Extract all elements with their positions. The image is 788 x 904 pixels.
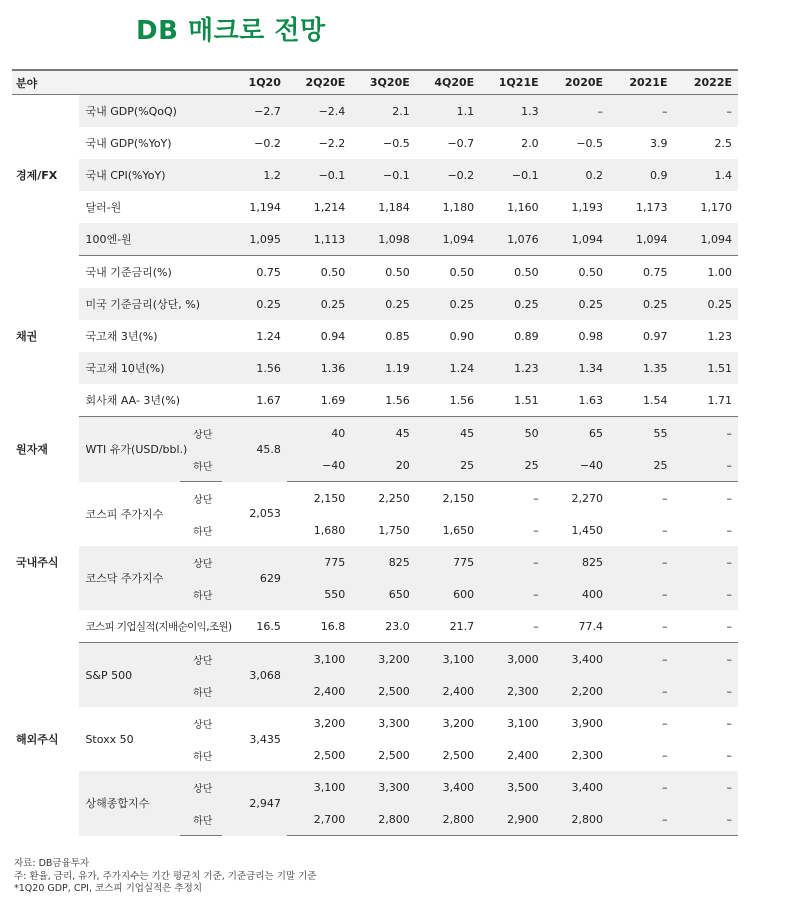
value-cell: 2,800 [351,803,415,836]
value-cell: – [609,95,673,128]
value-cell: 1.24 [256,329,281,343]
value-cell: 1.00 [707,265,732,279]
row-label: Stoxx 50 [85,732,134,746]
value-cell: 3,100 [416,643,480,676]
header-period: 2020E [545,70,609,95]
value-cell: 0.50 [385,265,410,279]
table-row [12,384,738,417]
value-cell: – [480,578,544,610]
value-cell: 0.50 [320,265,346,279]
value-cell: 1,450 [571,523,604,537]
value-cell: 0.85 [385,329,410,343]
value-cell: 1,170 [700,200,732,214]
value-cell: 1.56 [416,384,480,417]
value-cell: – [533,523,539,537]
source-note: 자료: DB금융투자 [14,858,90,869]
value-cell: 3,400 [545,643,609,676]
table-row [12,610,738,643]
row-label: 미국 기준금리(상단, %) [79,288,222,320]
value-cell: −0.1 [480,159,544,191]
row-label: 회사채 AA- 3년(%) [79,384,222,417]
table-row-upper [12,643,738,676]
value-cell: 2,900 [480,803,544,836]
value-cell: 2,150 [442,491,475,505]
value-cell: 2,800 [416,803,480,836]
value-cell: −40 [287,449,351,482]
value-cell: −2.4 [287,95,351,128]
value-cell: – [661,491,668,505]
value-cell: 3,300 [378,716,410,730]
value-cell: – [661,523,668,537]
value-cell: 1.19 [351,352,415,384]
value-cell: – [726,491,732,505]
value-cell: 3,000 [480,643,544,676]
value-cell: 16.5 [222,610,286,643]
value-cell: 1,750 [378,523,410,537]
value-cell: 2.5 [714,136,732,150]
value-cell: 1,098 [351,223,415,256]
value-cell: 0.50 [514,265,539,279]
value-cell: 3,435 [249,732,281,746]
value-cell: 2,800 [545,803,609,836]
header-period: 1Q21E [480,70,544,95]
value-cell: – [726,523,732,537]
value-cell: 0.89 [514,329,539,343]
value-cell: 1.24 [416,352,480,384]
value-cell: −0.5 [576,136,604,150]
lower-label: 하단 [180,675,222,707]
value-cell: 3,100 [287,771,351,803]
value-cell: 50 [480,417,544,450]
value-cell: 0.90 [449,329,475,343]
row-label: 국내 기준금리(%) [85,266,172,279]
table-row [12,127,738,159]
value-cell: 1,650 [442,523,475,537]
header-category: 분야 [12,70,79,95]
table-row [12,95,738,128]
value-cell: 45 [416,417,480,450]
value-cell: – [726,716,732,730]
value-cell: −0.2 [416,159,480,191]
value-cell: 0.25 [673,288,738,320]
value-cell: 1.71 [673,384,738,417]
table-row-upper [12,417,738,450]
value-cell: 0.25 [545,288,609,320]
row-label: 국내 GDP(%QoQ) [79,95,222,128]
value-cell: 2,500 [313,748,346,762]
row-group-label: 국내주식 [16,556,59,569]
value-cell: 1,094 [416,223,480,256]
upper-label: 상단 [180,771,222,803]
value-cell: 25 [609,449,673,482]
method-note: 주: 환율, 금리, 유가, 주가지수는 기간 평균치 기준, 기준금리는 기말 기준 [14,870,317,882]
value-cell: 0.50 [578,265,604,279]
table-row [12,191,738,223]
value-cell: −0.2 [254,136,281,150]
value-cell: – [673,803,738,836]
value-cell: – [533,491,539,505]
value-cell: 1.67 [222,384,286,417]
value-cell: 0.2 [545,159,609,191]
lower-label: 하단 [193,526,213,538]
value-cell: −2.7 [222,95,286,128]
value-cell: – [673,95,738,128]
value-cell: 1.56 [222,352,286,384]
value-cell: −0.5 [383,136,410,150]
value-cell: 775 [287,546,351,578]
value-cell: 2,150 [313,491,346,505]
value-cell: – [661,716,668,730]
table-row-upper [12,771,738,803]
lower-label: 하단 [180,803,222,836]
value-cell: 2,500 [442,748,475,762]
value-cell: 40 [287,417,351,450]
value-cell: 1,094 [545,223,609,256]
value-cell: 2,053 [249,507,281,521]
value-cell: 1.34 [545,352,609,384]
value-cell: 1.2 [222,159,286,191]
table-header-row [12,70,738,95]
value-cell: 2.1 [351,95,415,128]
value-cell: 45 [351,417,415,450]
value-cell: 0.25 [222,288,286,320]
value-cell: 2,400 [507,748,539,762]
value-cell: 23.0 [351,610,415,643]
table-row [12,320,738,352]
table-row [12,159,738,191]
value-cell: 3,068 [222,643,286,708]
value-cell: 600 [416,578,480,610]
value-cell: 1,076 [480,223,544,256]
value-cell: 629 [222,546,286,610]
row-label: 달러-원 [85,201,122,214]
value-cell: 3,400 [416,771,480,803]
value-cell: 25 [480,449,544,482]
value-cell: – [609,771,673,803]
value-cell: 2,270 [571,491,604,505]
value-cell: 1.1 [416,95,480,128]
value-cell: – [726,748,732,762]
value-cell: 1,094 [673,223,738,256]
page-title: DB 매크로 전망 [136,16,326,46]
value-cell: 3,900 [571,716,604,730]
value-cell: – [609,610,673,643]
row-label: 코스피 주가지수 [85,507,164,521]
value-cell: 1.36 [287,352,351,384]
value-cell: 2,700 [287,803,351,836]
value-cell: 3,200 [313,716,346,730]
row-label: 국내 GDP(%YoY) [85,137,172,150]
value-cell: 1.51 [673,352,738,384]
value-cell: 1,680 [313,523,346,537]
table-row [12,352,738,384]
table-row [12,256,738,289]
row-label: S&P 500 [79,643,180,708]
header-period: 2Q20E [287,70,351,95]
value-cell: – [545,95,609,128]
value-cell: 77.4 [545,610,609,643]
upper-label: 상단 [180,417,222,450]
value-cell: 1,184 [378,200,410,214]
value-cell: 400 [545,578,609,610]
value-cell: 2,500 [378,748,410,762]
lower-label: 하단 [193,751,213,763]
footnotes [14,858,316,896]
value-cell: 3.9 [649,136,668,150]
value-cell: 45.8 [222,417,286,482]
value-cell: 0.75 [256,265,281,279]
row-label: 코스피 기업실적(지배순이익,조원) [79,610,222,643]
row-label: 국고채 10년(%) [79,352,222,384]
value-cell: −0.7 [447,136,475,150]
value-cell: 550 [287,578,351,610]
value-cell: – [673,449,738,482]
value-cell: 55 [609,417,673,450]
value-cell: 0.9 [609,159,673,191]
value-cell: 3,200 [351,643,415,676]
value-cell: 1,180 [442,200,475,214]
row-label: WTI 유가(USD/bbl.) [79,417,180,482]
row-label: 100엔-원 [79,223,222,256]
upper-label: 상단 [180,643,222,676]
value-cell: – [609,675,673,707]
estimate-note: *1Q20 GDP, CPI, 코스피 기업실적은 추정치 [14,883,203,894]
value-cell: 0.25 [287,288,351,320]
macro-forecast-table [12,69,738,836]
row-label: 국고채 3년(%) [85,330,158,343]
row-label: 상해종합지수 [79,771,180,836]
value-cell: 1.23 [480,352,544,384]
header-period: 2022E [673,70,738,95]
value-cell: 20 [351,449,415,482]
value-cell: −0.1 [351,159,415,191]
header-period: 4Q20E [416,70,480,95]
value-cell: – [673,610,738,643]
header-period: 1Q20 [222,70,286,95]
value-cell: 1,193 [571,200,604,214]
value-cell: 1,094 [609,223,673,256]
value-cell: 1.4 [673,159,738,191]
upper-label: 상단 [180,546,222,578]
value-cell: 775 [416,546,480,578]
value-cell: 16.8 [287,610,351,643]
value-cell: 1.56 [351,384,415,417]
value-cell: 1.69 [287,384,351,417]
row-group-label: 원자재 [16,443,48,456]
value-cell: – [609,643,673,676]
value-cell: – [609,578,673,610]
row-group-label: 해외주식 [16,733,59,746]
value-cell: 2,200 [545,675,609,707]
value-cell: 1,113 [287,223,351,256]
value-cell: 0.98 [578,329,604,343]
value-cell: 0.25 [480,288,544,320]
header-period: 3Q20E [351,70,415,95]
value-cell: 3,100 [507,716,539,730]
value-cell: 21.7 [416,610,480,643]
value-cell: – [480,546,544,578]
value-cell: 2,250 [378,491,410,505]
value-cell: 1.51 [480,384,544,417]
upper-label: 상단 [193,494,213,506]
value-cell: 2,400 [416,675,480,707]
value-cell: 3,500 [480,771,544,803]
value-cell: 2,947 [222,771,286,836]
value-cell: 2,300 [571,748,604,762]
value-cell: 1.35 [609,352,673,384]
value-cell: 825 [351,546,415,578]
value-cell: – [673,546,738,578]
value-cell: 1,160 [507,200,539,214]
value-cell: 65 [545,417,609,450]
value-cell: – [661,748,668,762]
lower-label: 하단 [180,449,222,482]
value-cell: 1,214 [313,200,346,214]
row-group-label: 경제/FX [16,169,58,183]
header-period: 2021E [609,70,673,95]
value-cell: 0.97 [642,329,668,343]
row-label: 코스닥 주가지수 [79,546,180,610]
value-cell: – [609,546,673,578]
row-label: 국내 CPI(%YoY) [79,159,222,191]
value-cell: – [673,643,738,676]
value-cell: 1.3 [480,95,544,128]
value-cell: 3,200 [442,716,475,730]
value-cell: 1,173 [635,200,668,214]
value-cell: 0.25 [416,288,480,320]
value-cell: – [480,610,544,643]
value-cell: 3,400 [545,771,609,803]
upper-label: 상단 [193,719,213,731]
value-cell: 2,300 [480,675,544,707]
table-row [12,288,738,320]
value-cell: 2,500 [351,675,415,707]
table-row-upper [12,707,738,739]
value-cell: 0.25 [351,288,415,320]
value-cell: – [673,675,738,707]
value-cell: 1.54 [609,384,673,417]
lower-label: 하단 [180,578,222,610]
value-cell: −0.1 [287,159,351,191]
value-cell: 1,194 [249,200,281,214]
value-cell: 1,095 [222,223,286,256]
table-row [12,223,738,256]
value-cell: – [673,771,738,803]
value-cell: 0.25 [609,288,673,320]
table-row-upper [12,482,738,515]
value-cell: 0.75 [642,265,668,279]
value-cell: – [673,578,738,610]
value-cell: 25 [416,449,480,482]
value-cell: – [609,803,673,836]
value-cell: 3,100 [287,643,351,676]
value-cell: 0.94 [320,329,346,343]
value-cell: 1.63 [545,384,609,417]
table-row-upper [12,546,738,578]
value-cell: 825 [545,546,609,578]
value-cell: 650 [351,578,415,610]
value-cell: – [673,417,738,450]
value-cell: 3,300 [351,771,415,803]
value-cell: 0.50 [449,265,475,279]
value-cell: −2.2 [318,136,346,150]
row-group-label: 채권 [16,330,38,343]
value-cell: 2.0 [521,136,539,150]
value-cell: −40 [545,449,609,482]
value-cell: 2,400 [287,675,351,707]
value-cell: 1.23 [707,329,732,343]
